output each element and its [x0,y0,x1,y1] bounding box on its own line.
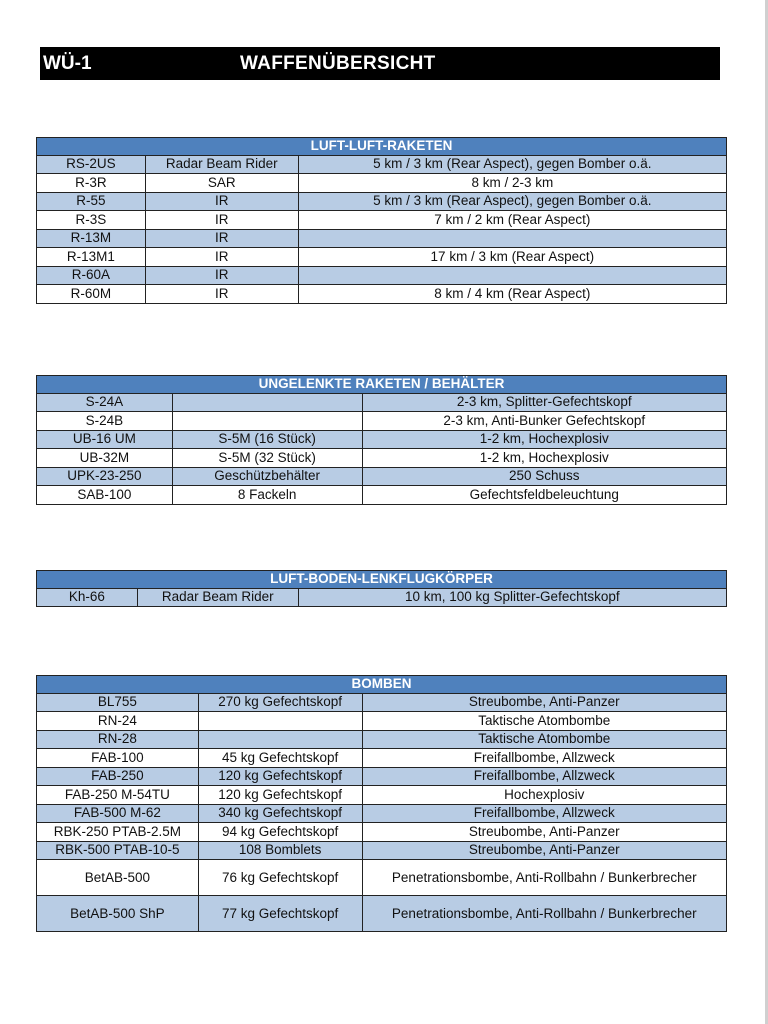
table-row [37,248,727,267]
weapon-name-cell: S-24B [37,412,173,431]
description-cell: Freifallbombe, Allzweck [362,767,726,786]
table-row [37,786,727,805]
weapon-name-cell: R-55 [37,192,146,211]
description-cell: 17 km / 3 km (Rear Aspect) [298,248,726,267]
type-cell: IR [145,248,298,267]
description-cell: Penetrationsbombe, Anti-Rollbahn / Bunkerbrecher [362,896,726,932]
ungelenkte-raketen-table [36,375,727,505]
type-cell: IR [145,266,298,285]
weapon-name-cell: BetAB-500 ShP [37,896,199,932]
weapon-name-cell: Kh-66 [37,588,138,607]
table-row [37,896,727,932]
weapon-name-cell: UB-16 UM [37,430,173,449]
weapon-name-cell: RN-28 [37,730,199,749]
table-header-row [37,138,727,156]
table-row [37,229,727,248]
description-cell [298,266,726,285]
type-cell: SAR [145,174,298,193]
description-cell: 5 km / 3 km (Rear Aspect), gegen Bomber o.ä. [298,155,726,174]
table-row [37,804,727,823]
table-row [37,192,727,211]
description-cell: 250 Schuss [362,467,726,486]
type-cell: 340 kg Gefechtskopf [198,804,362,823]
table-row [37,211,727,230]
weapon-name-cell: UPK-23-250 [37,467,173,486]
table-row [37,285,727,304]
type-cell [172,393,362,412]
table-row [37,767,727,786]
type-cell: 108 Bomblets [198,841,362,860]
table-row [37,693,727,712]
description-cell: 10 km, 100 kg Splitter-Gefechtskopf [298,588,726,607]
description-cell [298,229,726,248]
weapon-name-cell: RN-24 [37,712,199,731]
description-cell: Hochexplosiv [362,786,726,805]
weapon-name-cell: SAB-100 [37,486,173,505]
table-header-row [37,676,727,694]
weapon-name-cell: RS-2US [37,155,146,174]
table-row [37,730,727,749]
description-cell: 1-2 km, Hochexplosiv [362,449,726,468]
type-cell: 77 kg Gefechtskopf [198,896,362,932]
weapon-name-cell: R-60A [37,266,146,285]
type-cell: Geschützbehälter [172,467,362,486]
description-cell: 8 km / 4 km (Rear Aspect) [298,285,726,304]
description-cell: 8 km / 2-3 km [298,174,726,193]
description-cell: 1-2 km, Hochexplosiv [362,430,726,449]
weapon-name-cell: FAB-250 [37,767,199,786]
weapon-name-cell: R-13M1 [37,248,146,267]
table-row [37,860,727,896]
table-row [37,467,727,486]
description-cell: 5 km / 3 km (Rear Aspect), gegen Bomber o.ä. [298,192,726,211]
type-cell: S-5M (32 Stück) [172,449,362,468]
table-row [37,412,727,431]
luft-luft-raketen-table [36,137,727,304]
table-row [37,266,727,285]
table-row [37,823,727,842]
bomben-table [36,675,727,932]
type-cell: 120 kg Gefechtskopf [198,767,362,786]
type-cell: IR [145,192,298,211]
weapon-name-cell: R-13M [37,229,146,248]
type-cell: 76 kg Gefechtskopf [198,860,362,896]
type-cell: 270 kg Gefechtskopf [198,693,362,712]
table-title: LUFT-LUFT-RAKETEN [37,138,727,156]
table-row [37,155,727,174]
weapon-name-cell: RBK-250 PTAB-2.5M [37,823,199,842]
type-cell: IR [145,211,298,230]
type-cell: 120 kg Gefechtskopf [198,786,362,805]
weapon-name-cell: UB-32M [37,449,173,468]
luft-boden-table [36,570,727,607]
description-cell: 7 km / 2 km (Rear Aspect) [298,211,726,230]
description-cell: 2-3 km, Anti-Bunker Gefechtskopf [362,412,726,431]
table-row [37,841,727,860]
weapon-name-cell: FAB-100 [37,749,199,768]
description-cell: Freifallbombe, Allzweck [362,804,726,823]
weapon-name-cell: R-60M [37,285,146,304]
type-cell: 94 kg Gefechtskopf [198,823,362,842]
description-cell: Freifallbombe, Allzweck [362,749,726,768]
table-row [37,449,727,468]
type-cell: Radar Beam Rider [145,155,298,174]
title-bar [40,47,720,80]
type-cell [172,412,362,431]
type-cell [198,730,362,749]
weapon-name-cell: S-24A [37,393,173,412]
table-title: BOMBEN [37,676,727,694]
weapon-name-cell: FAB-500 M-62 [37,804,199,823]
type-cell: S-5M (16 Stück) [172,430,362,449]
description-cell: Streubombe, Anti-Panzer [362,823,726,842]
description-cell: Taktische Atombombe [362,730,726,749]
table-header-row [37,376,727,394]
type-cell: 8 Fackeln [172,486,362,505]
description-cell: Gefechtsfeldbeleuchtung [362,486,726,505]
table-row [37,588,727,607]
weapon-name-cell: BL755 [37,693,199,712]
weapon-name-cell: BetAB-500 [37,860,199,896]
weapon-name-cell: RBK-500 PTAB-10-5 [37,841,199,860]
table-row [37,430,727,449]
type-cell: 45 kg Gefechtskopf [198,749,362,768]
table-header-row [37,571,727,589]
table-row [37,712,727,731]
weapon-name-cell: FAB-250 M-54TU [37,786,199,805]
table-title: LUFT-BODEN-LENKFLUGKÖRPER [37,571,727,589]
description-cell: Streubombe, Anti-Panzer [362,693,726,712]
type-cell [198,712,362,731]
type-cell: IR [145,285,298,304]
description-cell: 2-3 km, Splitter-Gefechtskopf [362,393,726,412]
description-cell: Taktische Atombombe [362,712,726,731]
document-title: WAFFENÜBERSICHT [240,53,436,74]
table-row [37,393,727,412]
table-row [37,749,727,768]
table-row [37,174,727,193]
description-cell: Streubombe, Anti-Panzer [362,841,726,860]
table-title: UNGELENKTE RAKETEN / BEHÄLTER [37,376,727,394]
type-cell: Radar Beam Rider [137,588,298,607]
weapon-name-cell: R-3R [37,174,146,193]
weapon-name-cell: R-3S [37,211,146,230]
description-cell: Penetrationsbombe, Anti-Rollbahn / Bunkerbrecher [362,860,726,896]
table-row [37,486,727,505]
type-cell: IR [145,229,298,248]
document-code: WÜ-1 [43,53,92,74]
